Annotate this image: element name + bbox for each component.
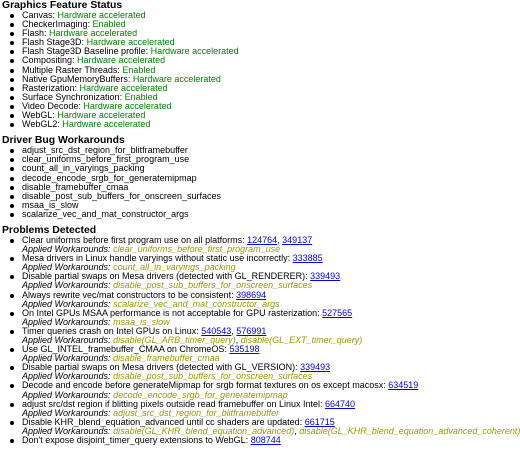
- feature-status-item: Native GpuMemoryBuffers: Hardware accelerated: [22, 75, 480, 84]
- problem-description: Mesa drivers in Linux handle varyings without static use incorrectly:: [22, 253, 291, 264]
- problem-description: Don't expose disjoint_timer_query extensions to WebGL:: [22, 435, 249, 446]
- applied-workarounds-label: Applied Workarounds:: [22, 353, 111, 364]
- feature-name: WebGL2: [22, 119, 58, 130]
- problems-detected-list: [2, 234, 520, 446]
- feature-status-value: Hardware accelerated: [57, 110, 146, 121]
- workaround-item: disable_post_sub_buffers_for_onscreen_surfaces: [22, 192, 480, 201]
- problem-item: [22, 345, 480, 363]
- problem-description: Timer queries crash on Intel GPUs on Linux:: [22, 325, 199, 336]
- applied-workaround-name: disable_post_sub_buffers_for_onscreen_surfaces: [113, 280, 313, 291]
- feature-status-item: Surface Synchronization: Enabled: [22, 93, 480, 102]
- problem-description: Decode and encode before generateMipmap for srgb format textures on os except macosx:: [22, 380, 386, 391]
- applied-workarounds-label: Applied Workarounds:: [22, 280, 111, 291]
- applied-workaround-name: disable(GL_KHR_blend_equation_advanced): [113, 425, 295, 436]
- workaround-item: decode_encode_srgb_for_generatemipmap: [22, 174, 480, 183]
- feature-name: Flash: [22, 28, 45, 39]
- feature-status-item: Flash Stage3D Baseline profile: Hardware accelerated: [22, 47, 480, 56]
- bug-link[interactable]: 349137: [282, 234, 313, 245]
- problem-description: Disable partial swaps on Mesa drivers (detected with GL_VERSION):: [22, 362, 298, 373]
- feature-name: Surface Synchronization: [22, 91, 120, 102]
- feature-status-value: Hardware accelerated: [132, 73, 221, 84]
- bug-link[interactable]: 664740: [325, 398, 356, 409]
- problem-item: Timer queries crash on Intel GPUs on Linux: 540543, 576991 Applied Workarounds: disable(GL_ARB_timer_query), disable(GL_EXT_timer_query): [22, 327, 480, 345]
- graphics-feature-status-heading: Graphics Feature Status: [2, 0, 123, 11]
- workaround-item: msaa_is_slow: [22, 201, 480, 210]
- applied-workarounds-label: Applied Workarounds:: [22, 425, 111, 436]
- applied-workarounds-label: Applied Workarounds:: [22, 371, 111, 382]
- problem-item: [22, 309, 480, 327]
- problem-item: [22, 381, 480, 399]
- workaround-item: adjust_src_dst_region_for_blitframebuffer: [22, 146, 480, 155]
- problem-description: Clear uniforms before first program use on all platforms:: [22, 234, 245, 245]
- feature-status-item: CheckerImaging: Enabled: [22, 20, 480, 29]
- feature-status-item: Multiple Raster Threads: Enabled: [22, 66, 480, 75]
- problem-item: [22, 400, 480, 418]
- feature-status-value: Enabled: [124, 91, 158, 102]
- feature-status-item: Video Decode: Hardware accelerated: [22, 102, 480, 111]
- problem-item: Clear uniforms before first program use on all platforms: 124764, 349137 Applied Workarounds: clear_uniforms_before_first_program_use: [22, 236, 480, 254]
- problem-item: [22, 254, 480, 272]
- feature-status-value: Hardware accelerated: [79, 82, 168, 93]
- feature-status-value: Hardware accelerated: [62, 119, 151, 130]
- applied-workarounds-label: Applied Workarounds:: [22, 316, 111, 327]
- problem-item: Disable KHR_blend_equation_advanced until cc shaders are updated: 661715 Applied Workarounds: disable(GL_KHR_blend_equation_advanced), disable(GL_KHR_blend_equation_advanced_coherent): [22, 416, 520, 436]
- applied-workaround-name: disable_post_sub_buffers_for_onscreen_surfaces: [113, 371, 313, 382]
- problem-description: Always rewrite vec/mat constructors to be consistent:: [22, 289, 234, 300]
- problem-item: [22, 436, 480, 445]
- bug-link[interactable]: 808744: [250, 435, 281, 446]
- gpu-info-page: [2, 0, 520, 446]
- feature-status-value: Hardware accelerated: [57, 10, 146, 20]
- problem-description: adjust src/dst region if blitting pixels outside read framebuffer on Linux Intel:: [22, 398, 323, 409]
- driver-bug-workarounds-heading: Driver Bug Workarounds: [2, 135, 125, 147]
- feature-name: Video Decode: [22, 100, 79, 111]
- feature-status-item: Rasterization: Hardware accelerated: [22, 84, 480, 93]
- workaround-item: clear_uniforms_before_first_program_use: [22, 155, 480, 164]
- applied-workarounds-label: Applied Workarounds:: [22, 244, 111, 255]
- feature-name: Flash Stage3D Baseline profile: [22, 46, 146, 57]
- feature-status-item: WebGL2: Hardware accelerated: [22, 120, 480, 129]
- driver-bug-workarounds-list: [2, 146, 480, 219]
- feature-name: Flash Stage3D: [22, 37, 82, 48]
- feature-name: Canvas: [22, 10, 53, 20]
- applied-workarounds-label: Applied Workarounds:: [22, 389, 111, 400]
- problem-item: [22, 272, 480, 290]
- problem-description: Use GL_INTEL_framebuffer_CMAA on ChromeOS:: [22, 344, 227, 355]
- applied-workaround-name: disable(GL_ARB_timer_query): [113, 335, 236, 345]
- workaround-item: count_all_in_varyings_packing: [22, 164, 480, 173]
- applied-workaround-name: msaa_is_slow: [113, 316, 170, 327]
- applied-workarounds-label: Applied Workarounds:: [22, 335, 111, 345]
- bug-link[interactable]: 339493: [300, 362, 331, 373]
- applied-workarounds-label: Applied Workarounds:: [22, 262, 111, 273]
- bug-link[interactable]: 527565: [322, 307, 353, 318]
- applied-workarounds-label: Applied Workarounds:: [22, 298, 111, 309]
- applied-workaround-name: disable(GL_KHR_blend_equation_advanced_coherent): [299, 425, 520, 436]
- applied-workaround-name: disable(GL_EXT_timer_query): [240, 335, 363, 345]
- feature-status-value: Hardware accelerated: [77, 55, 166, 66]
- bug-link[interactable]: 124764: [247, 234, 278, 245]
- problem-item: [22, 291, 480, 309]
- feature-status-value: Hardware accelerated: [150, 46, 239, 57]
- feature-status-value: Hardware accelerated: [83, 100, 172, 111]
- applied-workaround-name: disable_framebuffer_cmaa: [113, 353, 220, 364]
- workaround-item: scalarize_vec_and_mat_constructor_args: [22, 210, 480, 219]
- feature-status-value: Hardware accelerated: [86, 37, 175, 48]
- problem-description: On Intel GPUs MSAA performance is not acceptable for GPU rasterization:: [22, 307, 320, 318]
- applied-workarounds-label: Applied Workarounds:: [22, 407, 111, 418]
- feature-name: WebGL: [22, 110, 53, 121]
- feature-name: Native GpuMemoryBuffers: [22, 73, 128, 84]
- feature-name: Rasterization: [22, 82, 75, 93]
- feature-status-item: Canvas: Hardware accelerated: [22, 11, 480, 20]
- feature-name: Compositing: [22, 55, 73, 66]
- problems-detected-heading: Problems Detected: [2, 224, 97, 236]
- applied-workaround-name: decode_encode_srgb_for_generatemipmap: [113, 389, 288, 400]
- bug-link[interactable]: 535198: [229, 344, 260, 355]
- problem-description: Disable partial swaps on Mesa drivers (detected with GL_RENDERER):: [22, 271, 308, 282]
- feature-status-item: Compositing: Hardware accelerated: [22, 56, 480, 65]
- applied-workaround-name: count_all_in_varyings_packing: [113, 262, 236, 273]
- bug-link[interactable]: 661715: [304, 416, 335, 427]
- bug-link[interactable]: 540543: [201, 325, 232, 336]
- feature-name: CheckerImaging: [22, 19, 88, 30]
- bug-link[interactable]: 398694: [236, 289, 267, 300]
- feature-status-item: Flash Stage3D: Hardware accelerated: [22, 38, 480, 47]
- problem-description: Disable KHR_blend_equation_advanced until cc shaders are updated:: [22, 416, 303, 427]
- workaround-item: disable_framebuffer_cmaa: [22, 183, 480, 192]
- feature-status-item: Flash: Hardware accelerated: [22, 29, 480, 38]
- applied-workaround-name: clear_uniforms_before_first_program_use: [113, 244, 281, 255]
- bug-link[interactable]: 576991: [236, 325, 267, 336]
- feature-status-value: Enabled: [92, 19, 126, 30]
- problem-item: [22, 363, 480, 381]
- applied-workaround-name: scalarize_vec_and_mat_constructor_args: [113, 298, 280, 309]
- feature-status-value: Enabled: [122, 64, 156, 75]
- bug-link[interactable]: 333885: [292, 253, 323, 264]
- graphics-feature-status-list: [2, 11, 480, 129]
- feature-status-item: WebGL: Hardware accelerated: [22, 111, 480, 120]
- feature-status-value: Hardware accelerated: [49, 28, 138, 39]
- bug-link[interactable]: 339493: [310, 271, 341, 282]
- bug-link[interactable]: 634519: [388, 380, 419, 391]
- feature-name: Multiple Raster Threads: [22, 64, 118, 75]
- applied-workaround-name: adjust_src_dst_region_for_blitframebuffer: [113, 407, 280, 418]
